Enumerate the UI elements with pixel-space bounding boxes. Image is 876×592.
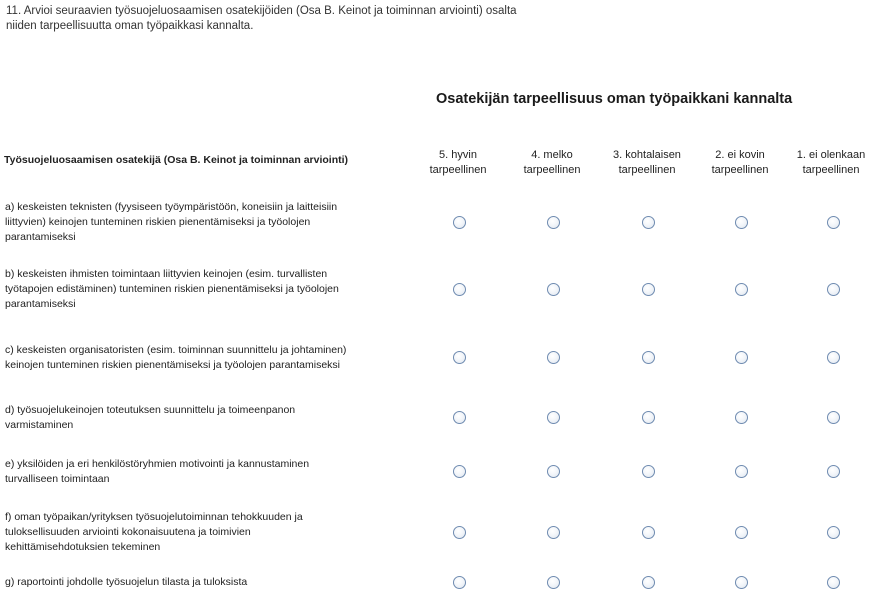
radio-a-5[interactable] — [453, 216, 466, 229]
item-a-line-1: a) keskeisten teknisten (fyysiseen työympäristöön, koneisiin ja laitteisiin — [5, 201, 338, 213]
column-header-5-line1: 5. hyvin — [439, 149, 477, 161]
item-g-line-1: g) raportointi johdolle työsuojelun tilasta ja tuloksista — [5, 576, 248, 588]
question-text — [6, 4, 606, 34]
radio-b-1[interactable] — [827, 283, 840, 296]
radio-d-3[interactable] — [642, 411, 655, 424]
question-line-1: 11. Arvioi seuraavien työsuojeluosaamisen osatekijöiden (Osa B. Keinot ja toiminnan arviointi) osalta — [6, 5, 517, 17]
radio-c-2[interactable] — [735, 351, 748, 364]
radio-c-4[interactable] — [547, 351, 560, 364]
column-header-2 — [695, 148, 785, 178]
item-label-d — [5, 403, 425, 433]
radio-e-3[interactable] — [642, 465, 655, 478]
radio-d-2[interactable] — [735, 411, 748, 424]
item-b-line-2: työtapojen edistäminen) tunteminen riskien pienentämiseksi ja työolojen — [5, 283, 339, 295]
column-header-4 — [507, 148, 597, 178]
radio-d-1[interactable] — [827, 411, 840, 424]
radio-g-1[interactable] — [827, 576, 840, 589]
radio-e-1[interactable] — [827, 465, 840, 478]
column-header-1-line2: tarpeellinen — [802, 164, 860, 176]
column-header-2-line1: 2. ei kovin — [715, 149, 765, 161]
radio-e-4[interactable] — [547, 465, 560, 478]
radio-e-5[interactable] — [453, 465, 466, 478]
item-label-e — [5, 457, 425, 487]
column-header-2-line2: tarpeellinen — [711, 164, 769, 176]
item-label-c — [5, 343, 425, 373]
radio-d-4[interactable] — [547, 411, 560, 424]
question-line-2: niiden tarpeellisuutta oman työpaikkasi kannalta. — [6, 20, 254, 32]
column-header-1 — [786, 148, 876, 178]
radio-a-1[interactable] — [827, 216, 840, 229]
radio-f-1[interactable] — [827, 526, 840, 539]
item-f-line-3: kehittämisehdotuksien tekeminen — [5, 541, 161, 553]
item-f-line-2: tuloksellisuuden arviointi kokonaisuutena ja toimivien — [5, 526, 251, 538]
item-d-line-1: d) työsuojelukeinojen toteutuksen suunnittelu ja toimeenpanon — [5, 404, 296, 416]
column-header-1-line1: 1. ei olenkaan — [796, 149, 866, 161]
radio-c-3[interactable] — [642, 351, 655, 364]
radio-b-2[interactable] — [735, 283, 748, 296]
item-c-line-1: c) keskeisten organisatoristen (esim. toiminnan suunnittelu ja johtaminen) — [5, 344, 347, 356]
radio-c-5[interactable] — [453, 351, 466, 364]
radio-c-1[interactable] — [827, 351, 840, 364]
item-e-line-2: turvalliseen toimintaan — [5, 473, 110, 485]
item-b-line-1: b) keskeisten ihmisten toimintaan liittyvien keinojen (esim. turvallisten — [5, 268, 328, 280]
item-c-line-2: keinojen tunteminen riskien pienentämiseksi ja työolojen parantamiseksi — [5, 359, 341, 371]
radio-a-2[interactable] — [735, 216, 748, 229]
radio-f-4[interactable] — [547, 526, 560, 539]
radio-b-3[interactable] — [642, 283, 655, 296]
item-a-line-2: liittyvien) keinojen tunteminen riskien pienentämiseksi ja työolojen — [5, 216, 311, 228]
radio-a-3[interactable] — [642, 216, 655, 229]
radio-g-2[interactable] — [735, 576, 748, 589]
column-header-4-line1: 4. melko — [531, 149, 573, 161]
item-b-line-3: parantamiseksi — [5, 298, 76, 310]
item-a-line-3: parantamiseksi — [5, 231, 76, 243]
radio-a-4[interactable] — [547, 216, 560, 229]
column-header-3-line2: tarpeellinen — [618, 164, 676, 176]
item-label-f — [5, 510, 425, 555]
column-header-5-line2: tarpeellinen — [429, 164, 487, 176]
row-header: Työsuojeluosaamisen osatekijä (Osa B. Keinot ja toiminnan arviointi) — [4, 154, 349, 166]
column-header-3 — [602, 148, 692, 178]
item-f-line-1: f) oman työpaikan/yrityksen työsuojelutoiminnan tehokkuuden ja — [5, 511, 303, 523]
radio-g-3[interactable] — [642, 576, 655, 589]
radio-b-4[interactable] — [547, 283, 560, 296]
scale-title: Osatekijän tarpeellisuus oman työpaikkani kannalta — [436, 91, 793, 107]
radio-g-4[interactable] — [547, 576, 560, 589]
radio-d-5[interactable] — [453, 411, 466, 424]
radio-f-5[interactable] — [453, 526, 466, 539]
item-label-a — [5, 200, 425, 245]
radio-g-5[interactable] — [453, 576, 466, 589]
column-header-4-line2: tarpeellinen — [523, 164, 581, 176]
item-label-b — [5, 267, 425, 312]
column-header-3-line1: 3. kohtalaisen — [613, 149, 681, 161]
radio-b-5[interactable] — [453, 283, 466, 296]
column-header-5 — [413, 148, 503, 178]
radio-f-2[interactable] — [735, 526, 748, 539]
item-e-line-1: e) yksilöiden ja eri henkilöstöryhmien motivointi ja kannustaminen — [5, 458, 310, 470]
radio-f-3[interactable] — [642, 526, 655, 539]
radio-e-2[interactable] — [735, 465, 748, 478]
item-d-line-2: varmistaminen — [5, 419, 74, 431]
item-label-g — [5, 575, 425, 590]
